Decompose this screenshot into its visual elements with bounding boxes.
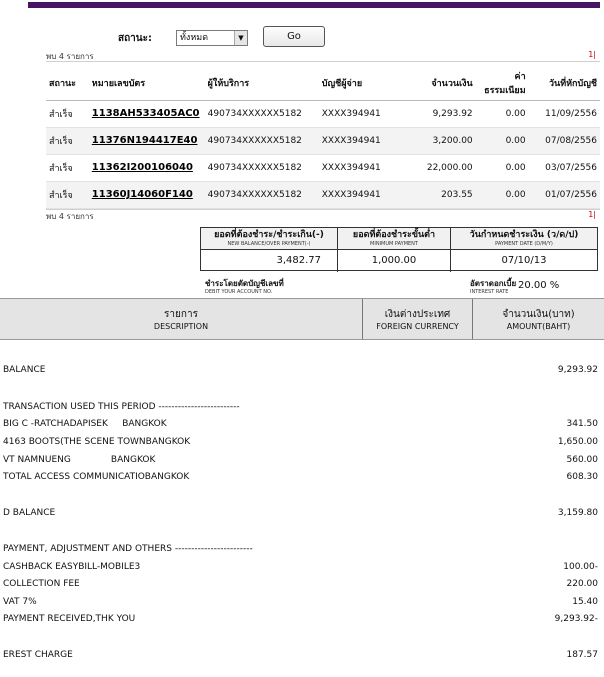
statement-line-desc: COLLECTION FEE [3, 579, 80, 589]
row-card-number-link[interactable]: 11360J14060F140 [91, 189, 193, 200]
filter-row [28, 26, 600, 48]
status-filter-label: สถานะ: [118, 33, 152, 44]
table-row [46, 127, 600, 154]
row-amount: 3,200.00 [410, 127, 475, 154]
statement-line-amount: 9,293.92 [557, 365, 598, 375]
row-amount: 9,293.92 [410, 100, 475, 127]
result-count-top [46, 50, 600, 62]
payment-history-panel [28, 0, 600, 222]
status-select[interactable] [176, 30, 248, 46]
new-balance-cell [201, 228, 338, 272]
due-date-cell [451, 228, 597, 272]
transactions-table [46, 66, 600, 209]
new-balance-label-en: NEW BALANCE/OVER PAYMENT(-) [227, 241, 311, 247]
statement-line-amount: 220.00 [566, 579, 598, 589]
statement-line-desc: PAYMENT RECEIVED,THK YOU [3, 614, 136, 624]
row-provider: 490734XXXXXX5182 [205, 100, 319, 127]
statement-line-desc: EREST CHARGE [3, 650, 73, 660]
row-payer-account: XXXX394941 [319, 100, 411, 127]
row-card-number-link[interactable]: 11362I200106040 [91, 162, 193, 173]
debit-account-label-en: DEBIT YOUR ACCOUNT NO. [205, 289, 273, 295]
due-date-value: 07/10/13 [501, 255, 547, 266]
amount-header: จำนวนเงิน(บาท) [502, 309, 575, 320]
table-header-row [46, 66, 600, 100]
chevron-down-icon[interactable]: ▼ [234, 31, 247, 45]
row-amount: 22,000.00 [410, 154, 475, 181]
foreign-currency-header-en: FOREIGN CURRENCY [376, 322, 459, 331]
description-header: รายการ [164, 309, 198, 320]
table-row [46, 154, 600, 181]
status-select-value: ทั้งหมด [180, 33, 209, 43]
header-debit-date: วันที่หักบัญชี [529, 66, 600, 100]
statement-line-amount: 1,650.00 [557, 437, 598, 447]
min-payment-label: ยอดที่ต้องชำระขั้นต่ำ [352, 230, 436, 240]
header-amount: จำนวนเงิน [410, 66, 475, 100]
row-payer-account: XXXX394941 [319, 181, 411, 208]
row-card-number-link[interactable]: 11376N194417E40 [91, 135, 198, 146]
pager-bottom[interactable]: 1| [588, 210, 596, 219]
description-column [0, 299, 362, 339]
debit-account-label: ชำระโดยตัดบัญชีเลขที่ [205, 279, 284, 288]
table-row [46, 100, 600, 127]
statement-line-desc: VAT 7% [3, 597, 37, 607]
header-status: สถานะ [46, 66, 89, 100]
header-provider: ผู้ให้บริการ [205, 66, 319, 100]
pager-top[interactable]: 1| [588, 50, 596, 59]
row-fee: 0.00 [476, 154, 529, 181]
row-fee: 0.00 [476, 100, 529, 127]
min-payment-value: 1,000.00 [371, 255, 417, 266]
statement-line-amount: 341.50 [566, 419, 598, 429]
statement-line-amount: 3,159.80 [557, 508, 598, 518]
row-debit-date: 07/08/2556 [529, 127, 600, 154]
row-fee: 0.00 [476, 127, 529, 154]
row-debit-date: 11/09/2556 [529, 100, 600, 127]
row-card-number-link[interactable]: 1138AH533405AC0 [91, 108, 200, 119]
row-payer-account: XXXX394941 [319, 154, 411, 181]
new-balance-label: ยอดที่ต้องชำระ/ชำระเกิน(-) [214, 230, 324, 240]
header-bar [28, 2, 600, 8]
header-payer-account: บัญชีผู้จ่าย [319, 66, 411, 100]
statement-line-desc: BALANCE [3, 365, 46, 375]
min-payment-cell [338, 228, 451, 272]
amount-column [472, 299, 604, 339]
statement-line-amount: 187.57 [566, 650, 598, 660]
due-date-label: วันกำหนดชำระเงิน (ว/ด/ป) [469, 230, 579, 240]
result-count-text: พบ 4 รายการ [46, 52, 94, 61]
table-row [46, 181, 600, 208]
new-balance-value: 3,482.77 [276, 255, 321, 266]
header-fee: ค่าธรรมเนียม [476, 66, 529, 100]
statement-column-header [0, 298, 604, 340]
row-status: สำเร็จ [46, 100, 89, 127]
result-count-text: พบ 4 รายการ [46, 212, 94, 221]
statement-section-heading: PAYMENT, ADJUSTMENT AND OTHERS ------------------------ [3, 544, 253, 554]
statement-line-amount: 560.00 [566, 455, 598, 465]
statement-line-amount: 15.40 [572, 597, 598, 607]
row-debit-date: 01/07/2556 [529, 181, 600, 208]
statement-line-desc: CASHBACK EASYBILL-MOBILE3 [3, 562, 141, 572]
min-payment-label-en: MINIMUM PAYMENT [370, 241, 418, 247]
row-provider: 490734XXXXXX5182 [205, 154, 319, 181]
foreign-currency-column [362, 299, 472, 339]
row-amount: 203.55 [410, 181, 475, 208]
statement-line-desc: VT NAMNUENG BANGKOK [3, 455, 156, 465]
row-status: สำเร็จ [46, 154, 89, 181]
statement-line-desc: D BALANCE [3, 508, 56, 518]
row-fee: 0.00 [476, 181, 529, 208]
go-button[interactable]: Go [263, 26, 325, 47]
statement-section-heading: TRANSACTION USED THIS PERIOD ------------------------- [3, 402, 240, 412]
interest-rate-label: อัตราดอกเบี้ย [470, 279, 517, 288]
header-card-number: หมายเลขบัตร [89, 66, 205, 100]
statement-line-desc: BIG C -RATCHADAPISEK BANGKOK [3, 419, 167, 429]
due-date-label-en: PAYMENT DATE (D/M/Y) [495, 241, 553, 247]
row-provider: 490734XXXXXX5182 [205, 127, 319, 154]
statement-summary-box [200, 227, 598, 271]
description-header-en: DESCRIPTION [153, 322, 209, 331]
statement-line-amount: 100.00- [563, 562, 598, 572]
amount-header-en: AMOUNT(BAHT) [506, 322, 571, 331]
statement-line-desc: 4163 BOOTS(THE SCENE TOWNBANGKOK [3, 437, 191, 447]
row-provider: 490734XXXXXX5182 [205, 181, 319, 208]
foreign-currency-header: เงินต่างประเทศ [384, 309, 451, 320]
row-status: สำเร็จ [46, 181, 89, 208]
row-debit-date: 03/07/2556 [529, 154, 600, 181]
statement-line-desc: TOTAL ACCESS COMMUNICATIOBANGKOK [3, 472, 190, 482]
interest-rate-value: 20.00 % [518, 280, 560, 291]
interest-rate-label-en: INTEREST RATE [470, 289, 509, 295]
row-payer-account: XXXX394941 [319, 127, 411, 154]
statement-line-amount: 9,293.92- [554, 614, 598, 624]
result-count-bottom [46, 209, 600, 221]
statement-line-amount: 608.30 [566, 472, 598, 482]
row-status: สำเร็จ [46, 127, 89, 154]
